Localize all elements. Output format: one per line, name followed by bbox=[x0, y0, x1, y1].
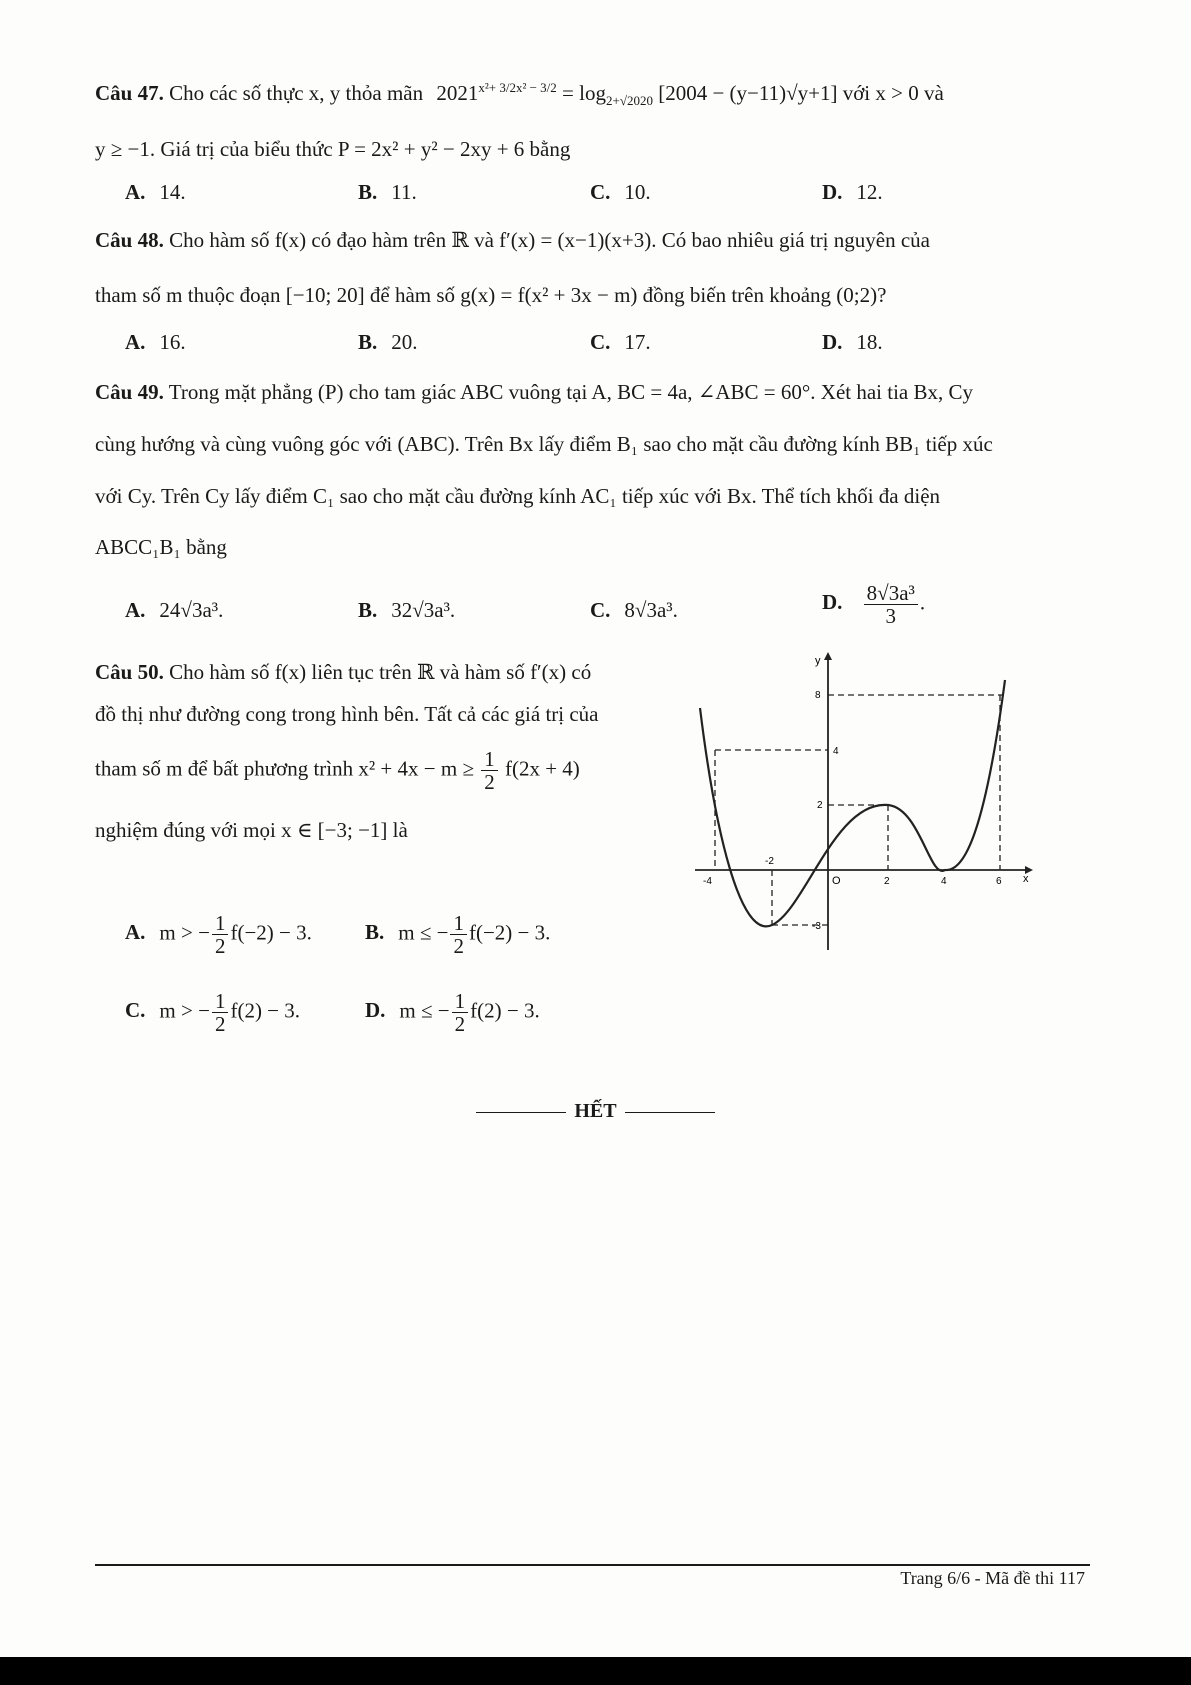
q47-line2: y ≥ −1. Giá trị của biểu thức P = 2x² + y² − 2xy + 6 bằng bbox=[95, 137, 571, 161]
tick-x-m2: -2 bbox=[765, 856, 774, 867]
q48-label: Câu 48. bbox=[95, 228, 164, 252]
q50-line1 bbox=[95, 660, 591, 685]
q49-line4: ABCC₁B₁ bằng bbox=[95, 535, 227, 559]
end-marker: HẾT bbox=[0, 1100, 1191, 1123]
q47-log: = log bbox=[562, 81, 606, 105]
q50-label: Câu 50. bbox=[95, 660, 164, 684]
q47-option-b: B. 11. bbox=[358, 180, 417, 204]
q47-option-c: C. 10. bbox=[590, 180, 651, 204]
q49-option-a: A. 24√3a³. bbox=[125, 598, 224, 622]
q48-line2: tham số m thuộc đoạn [−10; 20] để hàm số g(x) = f(x² + 3x − m) đồng biến trên khoảng (0;2)? bbox=[95, 283, 887, 307]
q49-option-d: D. $\frac{\text{8√3a³}}{3}$ . bbox=[822, 581, 926, 628]
q47-base-2021: 2021 bbox=[436, 81, 479, 105]
y-axis-arrow bbox=[824, 652, 832, 660]
q47-option-d: D. 12. bbox=[822, 180, 883, 204]
q49-d-denominator: 3 bbox=[885, 604, 896, 628]
q50-line2: đồ thị như đường cong trong hình bên. Tất cả các giá trị của bbox=[95, 702, 599, 726]
q47-label: Câu 47. bbox=[95, 81, 164, 105]
q47-exponent: x²+ 3/2x² − 3/2 bbox=[478, 80, 557, 95]
q50-line3: tham số m để bất phương trình x² + 4x − m ≥ $\frac{1}{2}$ f(2x + 4) bbox=[95, 747, 580, 794]
derivative-graph bbox=[695, 650, 1035, 960]
q50-text1: Cho hàm số f(x) liên tục trên ℝ và hàm số f′(x) có bbox=[169, 660, 592, 684]
tick-x-6: 6 bbox=[996, 876, 1002, 887]
tick-y-4: 4 bbox=[833, 746, 839, 757]
tick-y-2: 2 bbox=[817, 800, 823, 811]
q48-option-d: D. 18. bbox=[822, 330, 883, 354]
x-axis-label: x bbox=[1023, 873, 1029, 885]
q47-text-a: Cho các số thực x, y thỏa mãn bbox=[169, 81, 424, 105]
q48-line1 bbox=[95, 228, 930, 253]
q47-log-base: 2+√2020 bbox=[605, 93, 653, 109]
q50-line4: nghiệm đúng với mọi x ∈ [−3; −1] là bbox=[95, 818, 408, 842]
q48-option-b: B. 20. bbox=[358, 330, 418, 354]
origin-label: O bbox=[832, 875, 841, 887]
y-axis-label: y bbox=[815, 655, 821, 667]
tick-x-2: 2 bbox=[884, 876, 890, 887]
q49-label: Câu 49. bbox=[95, 380, 164, 404]
q50-option-b: B. m ≤ − $\frac{1}{2}$ f(−2) − 3. bbox=[365, 911, 551, 958]
q50-option-a: A. m > − $\frac{1}{2}$ f(−2) − 3. bbox=[125, 911, 312, 958]
q47-line1 bbox=[95, 80, 944, 109]
q48-option-c: C. 17. bbox=[590, 330, 651, 354]
page-footer: Trang 6/6 - Mã đề thi 117 bbox=[900, 1568, 1085, 1588]
q49-line1 bbox=[95, 380, 973, 405]
q50-option-c: C. m > − $\frac{1}{2}$ f(2) − 3. bbox=[125, 989, 301, 1036]
q47-text-b: với x > 0 và bbox=[842, 81, 944, 105]
q48-option-a: A. 16. bbox=[125, 330, 186, 354]
q49-text1: Trong mặt phẳng (P) cho tam giác ABC vuông tại A, BC = 4a, ∠ABC = 60°. Xét hai tia Bx, Cy bbox=[168, 380, 974, 404]
q49-line3: với Cy. Trên Cy lấy điểm C₁ sao cho mặt cầu đường kính AC₁ tiếp xúc với Bx. Thể tích khối đa diện bbox=[95, 484, 941, 508]
q48-text1: Cho hàm số f(x) có đạo hàm trên ℝ và f′(x) = (x−1)(x+3). Có bao nhiêu giá trị nguyên của bbox=[169, 228, 930, 252]
tick-x-4: 4 bbox=[941, 876, 947, 887]
q49-option-b: B. 32√3a³. bbox=[358, 598, 456, 622]
footer-rule bbox=[95, 1564, 1090, 1566]
q50-option-d: D. m ≤ − $\frac{1}{2}$ f(2) − 3. bbox=[365, 989, 540, 1036]
tick-x-m4: -4 bbox=[703, 876, 712, 887]
q47-option-a: A. 14. bbox=[125, 180, 186, 204]
q47-log-arg: [2004 − (y−11)√y+1] bbox=[658, 81, 838, 105]
q49-d-numerator: 8√3a³ bbox=[864, 582, 918, 605]
derivative-curve bbox=[700, 680, 1005, 926]
q49-line2: cùng hướng và cùng vuông góc với (ABC). Trên Bx lấy điểm B₁ sao cho mặt cầu đường kính BB₁ tiếp xúc bbox=[95, 432, 993, 456]
tick-y-m3: -3 bbox=[812, 921, 821, 932]
q49-option-c: C. 8√3a³. bbox=[590, 598, 678, 622]
tick-y-8: 8 bbox=[815, 690, 821, 701]
scan-bottom-bar bbox=[0, 1657, 1191, 1685]
